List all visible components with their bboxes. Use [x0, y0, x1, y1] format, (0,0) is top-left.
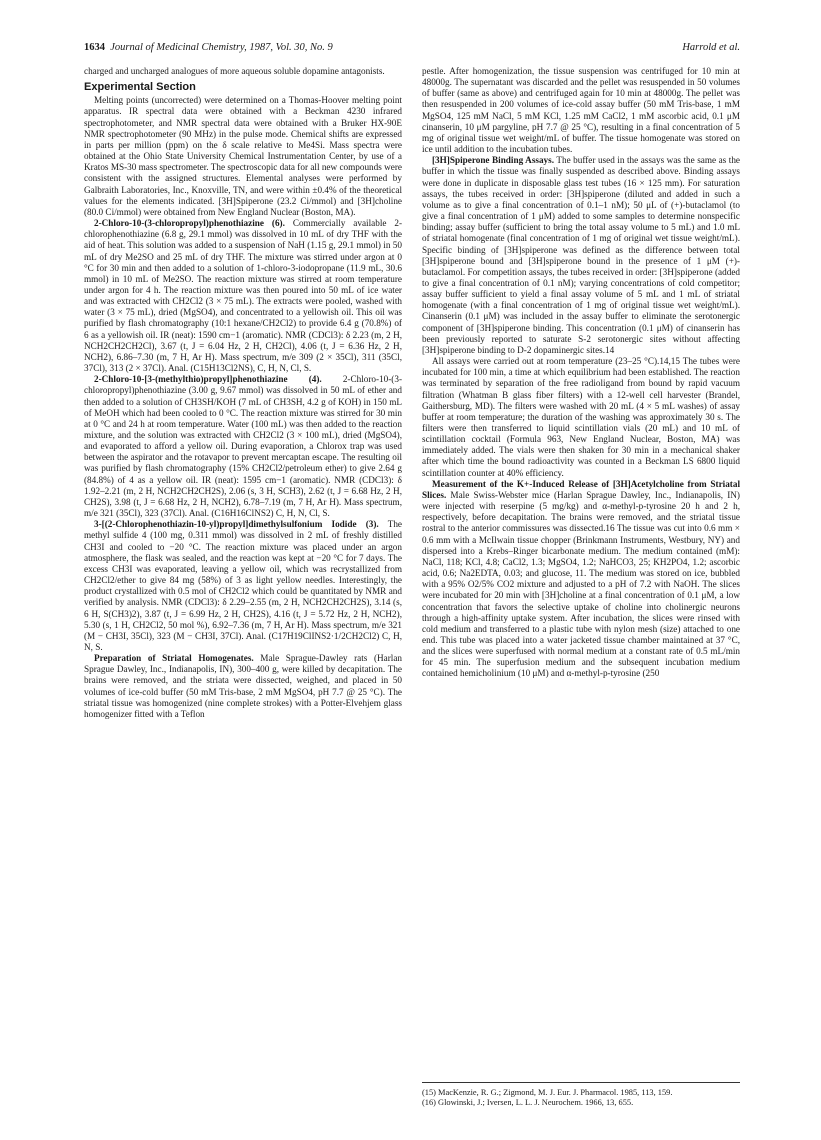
left-column	[84, 66, 402, 720]
homogenates-title: Preparation of Striatal Homogenates.	[94, 653, 254, 664]
page-header	[84, 42, 740, 58]
reference-item: (16) Glowinski, J.; Iversen, L. L. J. Neurochem. 1966, 13, 655.	[422, 1098, 634, 1108]
running-authors: Harrold et al.	[682, 42, 740, 53]
assay-conditions-paragraph: All assays were carried out at room temperature (23–25 °C).14,15 The tubes were incubated for 100 min, a time at which equilibrium had been established. The reaction was terminated by separation of the free radioligand from bound by rapid vacuum filtration (Whatman B glass fiber filters) with a 12-well cell harvester (Brandel, Gaithersburg, MD). The filters were washed with 20 mL (4 × 5 mL washes) of assay buffer at room temperature; the duration of the washing was approximately 30 s. The filters were then transferred to liquid scintillation vials (20 mL) and 10 mL of scintillation cocktail (Formula 963, New England Nuclear, Boston, MA) was immediately added. The vials were then shaken for 30 min in a mechanical shaker after which time the bound radioactivity was counted in a Beckman LS 6800 liquid scintillation counter at 40% efficiency.	[422, 356, 740, 478]
homogenates-paragraph	[84, 653, 402, 720]
acetylcholine-paragraph	[422, 479, 740, 680]
intro-paragraph: charged and uncharged analogues of more aqueous soluble dopamine antagonists.	[84, 66, 385, 76]
page-number: 1634	[84, 42, 105, 53]
compound-4-title: 2-Chloro-10-[3-(methylthio)propyl]phenothiazine (4).	[94, 374, 322, 385]
homogenates-text: Male Sprague-Dawley rats (Harlan Sprague Dawley, Inc., Indianapolis, IN), 300–400 g, were killed by decapitation. The brains were removed, and the striata were dissected, weighed, and placed in 50 volumes of ice-cold buffer (50 mM Tris-base, 2 mM MgSO4, pH 7.7 @ 25 °C). The striatal tissue was homogenized (nine complete strokes) with a Potter-Elvehjem glass homogenizer fitted with a Teflon	[84, 653, 403, 719]
compound-3-title: 3-[(2-Chlorophenothiazin-10-yl)propyl]dimethylsulfonium Iodide (3).	[94, 519, 379, 530]
compound-3-paragraph	[84, 519, 402, 653]
references-footnotes	[422, 1082, 740, 1108]
page-header-left	[84, 42, 333, 53]
spiperone-text: The buffer used in the assays was the same as the buffer in which the tissue was finally suspended as described above. Binding assays were done in duplicate in disposable glass test tubes (16 × 125 mm). For saturation assays, the tubes received in order: [3H]spiperone (diluted and added in such a volume as to give a final concentration of 0.1–1 nM); 50 μL of (+)-butaclamol (to give a final concentration of 1 μM) added to some samples to determine nonspecific binding; assay buffer (sufficient to bring the total assay volume to 5 mL) and 1.0 mL of striatal homogenate (final concentration of 1 mg of original wet tissue weight/mL). Specific binding of [3H]spiperone was defined as the difference between total [3H]spiperone bound and [3H]spiperone bound in the presence of 1 μM (+)-butaclamol. For competition assays, the tubes received in order: [3H]spiperone (added to give a final concentration of 0.1 nM); varying concentrations of cold competitor; assay buffer sufficient to yield a final assay volume of 5 mL and 1 mL of striatal homogenate (with a final concentration of 1 mg of original tissue wet weight/mL). Cinanserin (0.1 μM) was included in the assay buffer to eliminate the serotonergic component of [3H]spiperone binding. This concentration (0.1 μM) of cinanserin has been previously reported to saturate S-2 serotonergic sites without affecting [3H]spiperone binding to D-2 dopaminergic sites.14	[422, 155, 740, 355]
acetylcholine-text: Male Swiss-Webster mice (Harlan Sprague Dawley, Inc., Indianapolis, IN) were injected with reserpine (5 mg/kg) and α-methyl-p-tyrosine 20 h and 2 h, respectively, before decapitation. The brains were removed, and the striatal tissue rostral to the anterior commissures was dissected.16 The tissue was cut into 0.6 mm × 0.6 mm with a McIlwain tissue chopper (Brinkmann Instruments, Westbury, NY) and dispersed into a Krebs–Ringer bicarbonate medium. The medium contained (mM): NaCl, 118; KCl, 4.8; CaCl2, 1.3; MgSO4, 1.2; NaHCO3, 25; KH2PO4, 1.2; ascorbic acid, 0.6; Na2EDTA, 0.03; and glucose, 11. The medium was stored on ice, bubbled with a 95% O2/5% CO2 mixture and adjusted to a pH of 7.2 with NaOH. The slices were incubated for 20 min with [3H]choline at a final concentration of 0.1 μM, a low concentration that favors the selective uptake of choline into cholinergic neurons through a high-affinity uptake system. After incubation, the slices were rinsed with cold medium and transferred to a plastic tube with nylon mesh (size) attached to one end. This tube was placed into a water jacketed tissue chamber maintained at 37 °C, and the slices were superfused with normal medium at a constant rate of 0.5 mL/min for 45 min. The superfusion medium and the subsequent incubation medium contained hemicholinium (10 μM) and α-methyl-p-tyrosine (250	[422, 489, 740, 679]
section-heading: Experimental Section	[84, 81, 196, 94]
homogenates-continued: pestle. After homogenization, the tissue suspension was centrifuged for 10 min at 48000g. The supernatant was discarded and the pellet was resuspended in 50 volumes of buffer (same as above) and centrifuged again for 10 min at 48000g. The pellet was then resuspended in 200 volumes of ice-cold assay buffer (50 mM Tris-base, 1 mM MgSO4, 125 mM NaCl, 5 mM KCl, 1.25 mM CaCl2, 1 mM ascorbic acid, 0.1 μM cinanserin, 10 μM pargyline, pH 7.7 @ 25 °C), resulting in a final concentration of 5 mg of original tissue wet weight/mL of buffer. The tissue homogenate was stored on ice until addition to the incubation tubes.	[422, 66, 740, 155]
compound-6-title: 2-Chloro-10-(3-chloropropyl)phenothiazine (6).	[94, 218, 285, 229]
right-column	[422, 66, 740, 680]
methods-paragraph: Melting points (uncorrected) were determined on a Thomas-Hoover melting point apparatus. IR spectral data were obtained with a Beckman 4230 infrared spectrophotometer, and NMR spectral data were obtained with a Bruker HX-90E NMR spectrophotometer (90 MHz) in the pulse mode. Chemical shifts are expressed in parts per million (ppm) on the δ scale relative to Me4Si. Mass spectra were obtained at the Ohio State University Chemical Instrumentation Center, by use of a Kratos MS-30 mass spectrometer. The spectroscopic data for all new compounds were consistent with the assigned structures. Elemental analyses were performed by Galbraith Laboratories, Inc., Knoxville, TN, and were within ±0.4% of the theoretical values for the elements indicated. [3H]Spiperone (23.2 Ci/mmol) and [3H]choline (80.0 Ci/mmol) were obtained from New England Nuclear (Boston, MA).	[84, 95, 402, 217]
compound-6-paragraph	[84, 218, 402, 374]
compound-6-text: Commercially available 2-chlorophenothiazine (6.8 g, 29.1 mmol) was dissolved in 10 mL of dry THF with the aid of heat. This solution was added to a suspension of NaH (1.15 g, 29.1 mmol) in 50 mL of dry Me2SO and 25 mL of dry THF. The mixture was stirred under argon at 0 °C for 30 min and then added to a solution of 1-chloro-3-iodopropane (11.9 mL, 30.6 mmol) in 10 mL of Me2SO. The reaction mixture was stirred at room temperature under argon for 4 h. The reaction mixture was then poured into 50 mL of ice water and was extracted with CH2Cl2 (3 × 75 mL). The extracts were pooled, washed with water (3 × 75 mL), dried (MgSO4), and concentrated to a yellowish oil. This oil was purified by flash chromatography (10:1 hexane/CH2Cl2) to provide 6.4 g (70.8%) of 6 as a yellowish oil. IR (neat): 1590 cm−1 (aromatic). NMR (CDCl3): δ 2.23 (m, 2 H, NCH2CH2CH2Cl), 3.67 (t, J = 6.04 Hz, 2 H, CH2Cl), 4.06 (t, J = 6.36 Hz, 2 H, NCH2), 6.86–7.30 (m, 7 H, Ar H). Mass spectrum, m/e 309 (2 × 35Cl), 311 (35Cl, 37Cl), 313 (2 × 37Cl). Anal. (C15H13Cl2NS), C, H, N, Cl, S.	[84, 218, 403, 374]
compound-4-text: 2-Chloro-10-(3-chloropropyl)phenothiazine (3.00 g, 9.67 mmol) was dissolved in 50 mL of ether and then added to a solution of CH3SH/KOH (7 mL of CH3SH, 4.2 g of KOH) in 150 mL of MeOH which had been cooled to 0 °C. The reaction mixture was stirred for 30 min at 0 °C and 24 h at room temperature. Water (100 mL) was then added to the reaction mixture, and the solution was extracted with CH2Cl2 (3 × 100 mL), dried (MgSO4), and evaporated to afford a yellow oil. During evaporation, a Chlorox trap was used between the aspirator and the rotavapor to prevent mercaptan escape. The resulting oil was purified by flash chromatography (15% CH2Cl2/petroleum ether) to give 2.64 g (84.8%) of 4 as a yellow oil. IR (neat): 1595 cm−1 (aromatic). NMR (CDCl3): δ 1.92–2.21 (m, 2 H, NCH2CH2CH2S), 2.06 (s, 3 H, SCH3), 2.62 (t, J = 6.68 Hz, 2 H, CH2S), 3.98 (t, J = 6.68 Hz, 2 H, NCH2), 6.78–7.19 (m, 7 H, Ar H). Mass spectrum, m/e 321 (35Cl), 323 (37Cl). Anal. (C16H16ClNS2) C, H, N, Cl, S.	[84, 374, 403, 519]
journal-citation: Journal of Medicinal Chemistry, 1987, Vol. 30, No. 9	[110, 42, 333, 53]
compound-4-paragraph	[84, 374, 402, 519]
compound-3-text: The methyl sulfide 4 (100 mg, 0.311 mmol) was dissolved in 2 mL of freshly distilled CH3I and cooled to −20 °C. The reaction mixture was placed under an argon atmosphere, the flask was sealed, and the reaction was kept at −20 °C for 7 days. The excess CH3I was evaporated, leaving a yellow oil, which was recrystallized from CH2Cl2/ether to give 84 mg (58%) of 3 as light yellow needles. Interestingly, the product crystallized with 0.5 mol of CH2Cl2 which could be quantitated by NMR and verified by analysis. NMR (CDCl3): δ 2.29–2.55 (m, 2 H, NCH2CH2CH2S), 3.14 (s, 6 H, S(CH3)2), 3.87 (t, J = 6.99 Hz, 2 H, CH2S), 4.16 (t, J = 5.72 Hz, 2 H, NCH2), 5.30 (s, 1 H, CH2Cl2, 50 mol %), 6.92–7.36 (m, 7 H, Ar H). Mass spectrum, m/e 321 (M − CH3I, 35Cl), 323 (M − CH3I, 37Cl). Anal. (C17H19ClINS2·1/2CH2Cl2) C, H, N, S.	[84, 519, 402, 652]
spiperone-title: [3H]Spiperone Binding Assays.	[432, 155, 555, 166]
reference-item: (15) MacKenzie, R. G.; Zigmond, M. J. Eur. J. Pharmacol. 1985, 113, 159.	[422, 1088, 673, 1097]
acetylcholine-title: Measurement of the K+-Induced Release of [3H]Acetylcholine from Striatal Slices.	[422, 478, 740, 500]
spiperone-paragraph	[422, 155, 740, 356]
